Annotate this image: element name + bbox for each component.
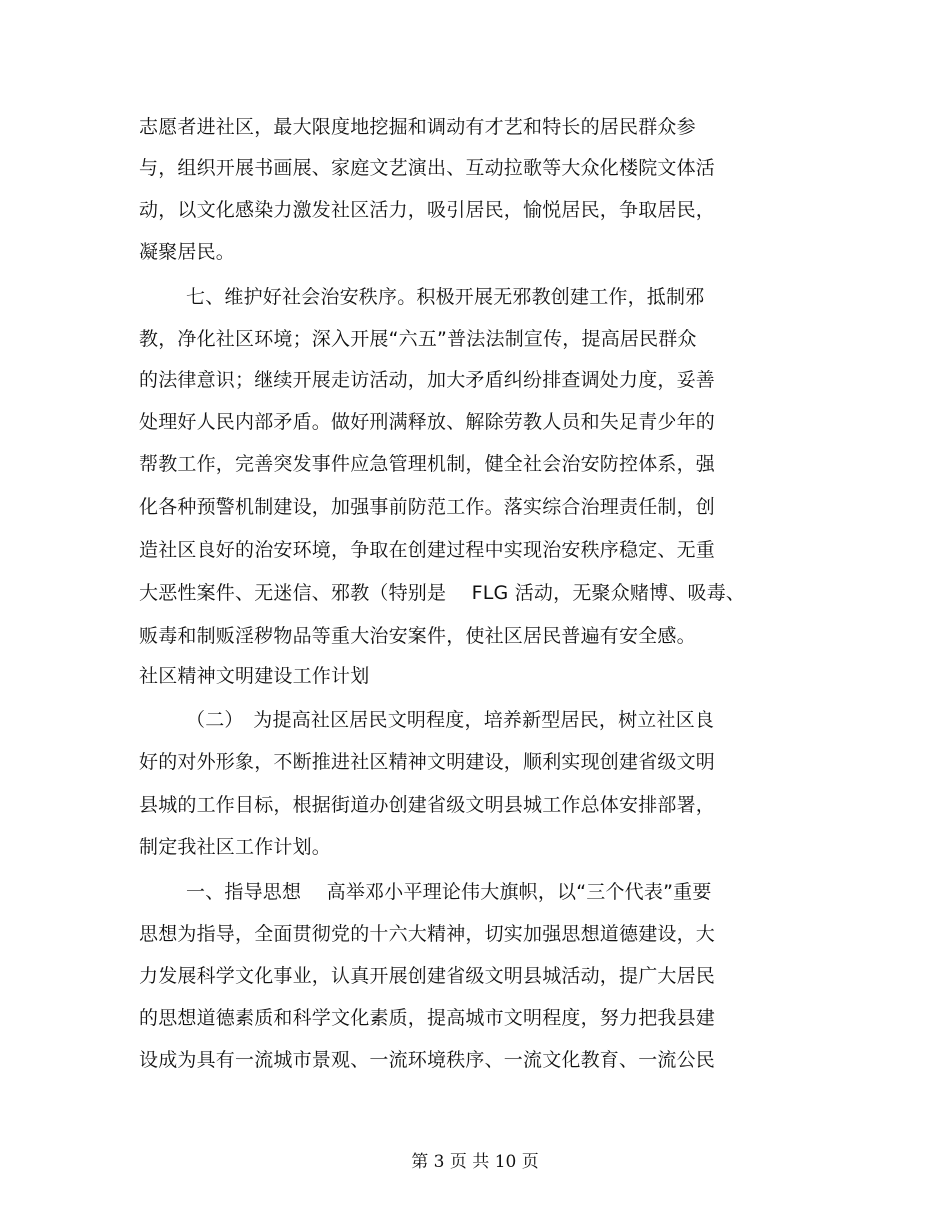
body-line: 力发展科学文化事业，认真开展创建省级文明县城活动，提广大居民 [139,965,716,987]
body-line: （二） 为提高社区居民文明程度，培养新型居民，树立社区良 [186,709,715,731]
body-line: 的法律意识；继续开展走访活动，加大矛盾纠纷排查调处力度，妥善 [139,369,716,391]
body-line: 的思想道德素质和科学文化素质，提高城市文明程度，努力把我县建 [139,1007,716,1029]
body-line: 与，组织开展书画展、家庭文艺演出、互动拉歌等大众化楼院文体活 [139,157,716,179]
body-line: 化各种预警机制建设，加强事前防范工作。落实综合治理责任制，创 [139,496,716,518]
section-title: 社区精神文明建设工作计划 [139,665,370,687]
body-line: 志愿者进社区，最大限度地挖掘和调动有才艺和特长的居民群众参 [139,116,696,138]
body-line: 好的对外形象，不断推进社区精神文明建设，顺利实现创建省级文明 [139,751,716,773]
section-heading-line: 一、指导思想 高举邓小平理论伟大旗帜，以“三个代表”重要 [186,881,712,903]
body-line: 凝聚居民。 [139,241,236,263]
body-line: 设成为具有一流城市景观、一流环境秩序、一流文化教育、一流公民 [139,1049,716,1071]
body-line: 教，净化社区环境；深入开展“六五”普法法制宣传，提高居民群众 [139,328,697,350]
body-line: 制定我社区工作计划。 [139,836,332,858]
body-line: 大恶性案件、无迷信、邪教（特别是 FLG 活动，无聚众赌博、吸毒、 [139,582,746,604]
body-line: 思想为指导，全面贯彻党的十六大精神，切实加强思想道德建设，大 [139,923,716,945]
body-line: 处理好人民内部矛盾。做好刑满释放、解除劳教人员和失足青少年的 [139,411,716,433]
body-line: 县城的工作目标，根据街道办创建省级文明县城工作总体安排部署， [139,794,716,816]
page-number-footer: 第 3 页 共 10 页 [411,1152,539,1172]
body-line: 帮教工作，完善突发事件应急管理机制，健全社会治安防控体系，强 [139,453,716,475]
body-line: 造社区良好的治安环境，争取在创建过程中实现治安秩序稳定、无重 [139,539,716,561]
body-line: 动，以文化感染力激发社区活力，吸引居民，愉悦居民，争取居民， [139,199,716,221]
section-heading-line: 七、维护好社会治安秩序。积极开展无邪教创建工作，抵制邪 [186,286,705,308]
body-line: 贩毒和制贩淫秽物品等重大治安案件，使社区居民普遍有安全感。 [139,625,696,647]
